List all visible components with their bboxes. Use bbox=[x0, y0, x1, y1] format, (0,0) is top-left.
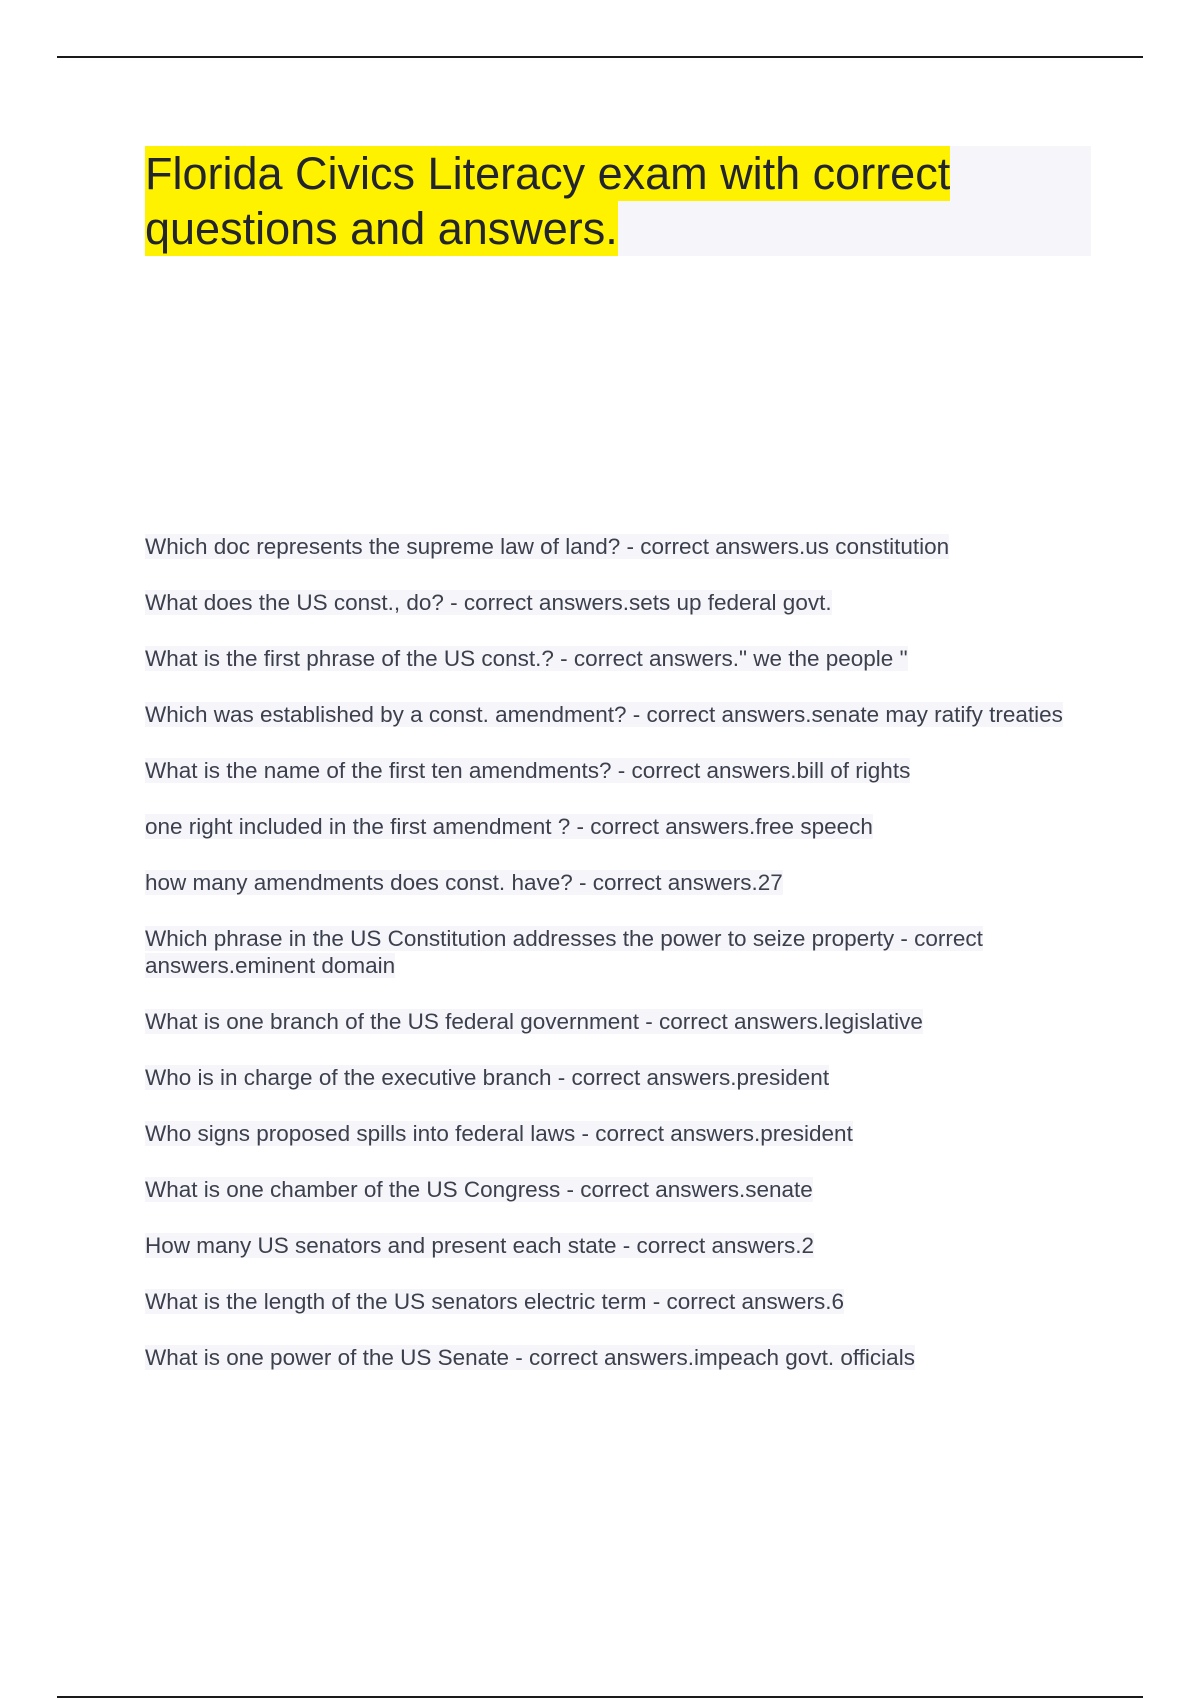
qa-item bbox=[145, 1344, 1065, 1371]
qa-text: Which phrase in the US Constitution addresses the power to seize property - correct answers.eminent domain bbox=[145, 926, 983, 978]
top-rule bbox=[57, 56, 1143, 58]
qa-list bbox=[145, 533, 1065, 1400]
qa-item bbox=[145, 1288, 1065, 1315]
qa-text: Which was established by a const. amendment? - correct answers.senate may ratify treaties bbox=[145, 702, 1063, 727]
qa-text: What is the length of the US senators electric term - correct answers.6 bbox=[145, 1289, 845, 1314]
qa-text: Which doc represents the supreme law of land? - correct answers.us constitution bbox=[145, 534, 950, 559]
qa-text: What is the first phrase of the US const.? - correct answers." we the people " bbox=[145, 646, 908, 671]
qa-item bbox=[145, 1064, 1065, 1091]
qa-item bbox=[145, 701, 1065, 728]
qa-text: What is one branch of the US federal government - correct answers.legislative bbox=[145, 1009, 923, 1034]
qa-item bbox=[145, 757, 1065, 784]
qa-text: Who signs proposed spills into federal laws - correct answers.president bbox=[145, 1121, 853, 1146]
qa-item bbox=[145, 533, 1065, 560]
qa-item bbox=[145, 813, 1065, 840]
page-title-line-2: questions and answers. bbox=[145, 203, 618, 254]
qa-item bbox=[145, 589, 1065, 616]
qa-item bbox=[145, 1120, 1065, 1147]
qa-item bbox=[145, 869, 1065, 896]
bottom-rule bbox=[57, 1696, 1143, 1698]
qa-text: What is the name of the first ten amendments? - correct answers.bill of rights bbox=[145, 758, 911, 783]
qa-item bbox=[145, 1176, 1065, 1203]
qa-text: how many amendments does const. have? - correct answers.27 bbox=[145, 870, 783, 895]
qa-text: one right included in the first amendment ? - correct answers.free speech bbox=[145, 814, 873, 839]
qa-text: What is one power of the US Senate - correct answers.impeach govt. officials bbox=[145, 1345, 915, 1370]
qa-item bbox=[145, 1008, 1065, 1035]
page-title-line-1: Florida Civics Literacy exam with correct bbox=[145, 148, 951, 199]
qa-item bbox=[145, 1232, 1065, 1259]
qa-text: What is one chamber of the US Congress - correct answers.senate bbox=[145, 1177, 813, 1202]
qa-item bbox=[145, 925, 1065, 979]
qa-text: What does the US const., do? - correct answers.sets up federal govt. bbox=[145, 590, 832, 615]
qa-item bbox=[145, 645, 1065, 672]
qa-text: Who is in charge of the executive branch - correct answers.president bbox=[145, 1065, 830, 1090]
qa-text: How many US senators and present each state - correct answers.2 bbox=[145, 1233, 815, 1258]
